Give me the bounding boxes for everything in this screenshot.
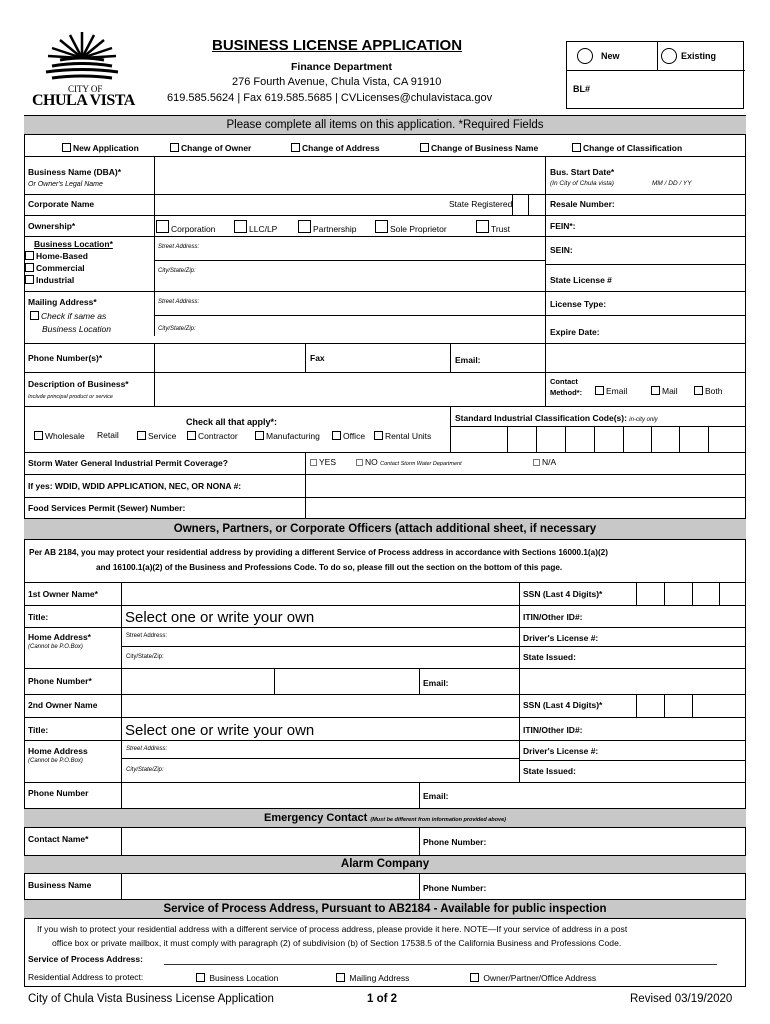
same-as-location-text: Business Location — [42, 324, 111, 334]
ab2184-text1: Per AB 2184, you may protect your residential address by providing a different Service of Process address in accordance with Sections 16000.1(a)(2) — [29, 548, 608, 557]
service-address-label: Service of Process Address: — [28, 954, 143, 964]
mailing-address-label: Mailing Address* — [28, 297, 97, 307]
contact-both-checkbox[interactable]: Both — [694, 386, 723, 396]
owner2-phone-label: Phone Number — [28, 788, 89, 798]
owner1-phone-label: Phone Number* — [28, 676, 92, 686]
required-fields-band: Please complete all items on this application. *Required Fields — [24, 115, 746, 135]
city-logo — [30, 28, 135, 108]
service-checkbox[interactable]: Service — [137, 431, 176, 441]
owner2-dl-label: Driver's License #: — [523, 746, 599, 756]
alarm-business-name-label: Business Name — [28, 880, 92, 890]
state-registered-box[interactable] — [528, 194, 545, 215]
contact-name-label: Contact Name* — [28, 834, 89, 844]
description-sub: Include principal product or service — [28, 394, 113, 400]
ownership-label: Ownership* — [28, 221, 76, 231]
service-text1: If you wish to protect your residential address with a different service of process address, please provide it here. NOTE—If your service of address in a post — [37, 924, 628, 934]
wholesale-checkbox[interactable]: Wholesale — [34, 431, 85, 441]
contact-mail-checkbox[interactable]: Mail — [651, 386, 678, 396]
license-type-label: License Type: — [550, 299, 607, 309]
protect-mailing-address-checkbox[interactable]: Mailing Address — [336, 973, 409, 983]
owner1-title-label: Title: — [28, 612, 49, 622]
check-all-label: Check all that apply*: — [186, 417, 278, 427]
service-address-line[interactable] — [164, 964, 717, 965]
commercial-checkbox[interactable]: Commercial — [25, 263, 85, 273]
form-title: BUSINESS LICENSE APPLICATION — [212, 37, 463, 54]
mail-csz-label: City/State/Zip: — [158, 326, 196, 332]
owner1-home-sub: (Cannot be P.O.Box) — [28, 644, 83, 650]
owner2-ssn-boxes[interactable] — [636, 694, 746, 717]
owner2-csz-label: City/State/Zip: — [126, 767, 164, 773]
mail-street-label: Street Address: — [158, 299, 200, 305]
status-box — [566, 41, 744, 109]
alarm-phone-label: Phone Number: — [423, 883, 487, 893]
llc-checkbox[interactable]: LLC/LP — [234, 220, 277, 234]
start-date-label: Bus. Start Date* — [550, 167, 615, 177]
owner2-email-label: Email: — [423, 791, 449, 801]
ab2184-text2: and 16100.1(a)(2) of the Business and Professions Code. To do so, please fill out the section on the bottom of this page. — [96, 563, 563, 572]
footer-left: City of Chula Vista Business License Application — [28, 993, 274, 1005]
fax-label: Fax — [310, 353, 325, 363]
sole-proprietor-checkbox[interactable]: Sole Proprietor — [375, 220, 447, 234]
trust-checkbox[interactable]: Trust — [476, 220, 510, 234]
owner1-street-label: Street Address: — [126, 633, 168, 639]
sic-label: Standard Industrial Classification Code(s): in-city only — [455, 413, 658, 423]
service-text2: office box or private mailbox, it must comply with paragraph (2) of subdivision (b) of Section 17538.5 of the California Business and Professions Code. — [52, 938, 622, 948]
food-permit-label: Food Services Permit (Sewer) Number: — [28, 503, 186, 513]
wdid-label: If yes: WDID, WDID APPLICATION, NEC, OR NONA #: — [28, 481, 242, 491]
expire-date-label: Expire Date: — [550, 327, 600, 337]
email-label: Email: — [455, 355, 481, 365]
business-location-label: Business Location* — [34, 239, 113, 249]
sic-code-boxes[interactable] — [451, 427, 746, 452]
office-checkbox[interactable]: Office — [332, 431, 365, 441]
owner1-ssn-label: SSN (Last 4 Digits)* — [523, 589, 603, 599]
change-address-checkbox[interactable]: Change of Address — [291, 143, 380, 153]
emergency-band: Emergency Contact (Must be different from information provided above) — [24, 808, 746, 828]
state-license-label: State License # — [550, 275, 612, 285]
owner1-email-label: Email: — [423, 678, 449, 688]
existing-radio[interactable] — [661, 48, 677, 64]
dept-address: 276 Fourth Avenue, Chula Vista, CA 91910 — [232, 76, 442, 88]
new-radio[interactable] — [577, 48, 593, 64]
bl-label: BL# — [573, 84, 591, 94]
contact-email-checkbox[interactable]: Email — [595, 386, 627, 396]
contact-method-label2: Method*: — [550, 388, 583, 397]
owner1-csz-label: City/State/Zip: — [126, 654, 164, 660]
city-line2: CHULA VISTA — [32, 92, 135, 109]
start-date-sub: (In City of Chula vista) — [550, 180, 614, 187]
description-label: Description of Business* — [28, 379, 129, 389]
owner2-home-sub: (Cannot be P.O.Box) — [28, 758, 83, 764]
change-classification-checkbox[interactable]: Change of Classification — [572, 143, 682, 153]
change-owner-checkbox[interactable]: Change of Owner — [170, 143, 251, 153]
service-band: Service of Process Address, Pursuant to AB2184 - Available for public inspection — [24, 899, 746, 919]
owner2-state-label: State Issued: — [523, 766, 576, 776]
rental-units-checkbox[interactable]: Rental Units — [374, 431, 431, 441]
partnership-checkbox[interactable]: Partnership — [298, 220, 356, 234]
location-street-label: Street Address: — [158, 244, 200, 250]
dept-contact: 619.585.5624 | Fax 619.585.5685 | CVLicenses@chulavistaca.gov — [167, 92, 493, 104]
existing-label: Existing — [681, 51, 717, 61]
protect-owner-address-checkbox[interactable]: Owner/Partner/Office Address — [470, 973, 596, 983]
corporation-checkbox[interactable]: Corporation — [156, 220, 215, 234]
owner1-home-label: Home Address* — [28, 632, 91, 642]
owner1-dl-label: Driver's License #: — [523, 633, 599, 643]
emergency-phone-label: Phone Number: — [423, 837, 487, 847]
start-date-format: MM / DD / YY — [652, 180, 692, 187]
footer-page: 1 of 2 — [367, 993, 398, 1005]
new-application-checkbox[interactable]: New Application — [62, 143, 139, 153]
storm-no-checkbox[interactable]: NO Contact Storm Water Department — [356, 458, 462, 468]
city-line1: CITY OF — [68, 84, 103, 94]
business-name-sub: Or Owner's Legal Name — [28, 181, 103, 188]
protect-business-location-checkbox[interactable]: Business Location — [196, 973, 278, 983]
owner2-itin-label: ITIN/Other ID#: — [523, 725, 583, 735]
owner2-home-label: Home Address — [28, 746, 88, 756]
business-name-input[interactable] — [155, 157, 545, 194]
footer-revised: Revised 03/19/2020 — [630, 993, 733, 1005]
sun-logo-icon — [30, 28, 135, 84]
owner1-state-label: State Issued: — [523, 652, 576, 662]
dept-name: Finance Department — [291, 61, 392, 73]
state-registered-label: State Registered — [449, 199, 513, 209]
retail-checkbox[interactable]: Retail — [97, 430, 119, 440]
business-name-label: Business Name (DBA)* — [28, 167, 122, 177]
storm-water-label: Storm Water General Industrial Permit Coverage? — [28, 458, 228, 468]
owner2-ssn-label: SSN (Last 4 Digits)* — [523, 700, 603, 710]
owner2-name-label: 2nd Owner Name — [28, 700, 98, 710]
fein-label: FEIN*: — [550, 221, 576, 231]
owner1-itin-label: ITIN/Other ID#: — [523, 612, 583, 622]
contact-method-label1: Contact — [550, 377, 578, 386]
owner1-name-label: 1st Owner Name* — [28, 589, 98, 599]
owners-band: Owners, Partners, or Corporate Officers (attach additional sheet, if necessary — [24, 518, 746, 540]
owner2-title-select[interactable]: Select one or write your own — [125, 722, 315, 739]
owner2-title-label: Title: — [28, 725, 49, 735]
location-csz-label: City/State/Zip: — [158, 268, 196, 274]
protect-label: Residential Address to protect: — [28, 972, 144, 982]
resale-number-label: Resale Number: — [550, 199, 615, 209]
industrial-checkbox[interactable]: Industrial — [25, 275, 74, 285]
alarm-band: Alarm Company — [24, 855, 746, 874]
contractor-checkbox[interactable]: Contractor — [187, 431, 238, 441]
home-based-checkbox[interactable]: Home-Based — [25, 251, 88, 261]
corporate-name-label: Corporate Name — [28, 199, 95, 209]
owner1-title-select[interactable]: Select one or write your own — [125, 609, 315, 626]
owner2-street-label: Street Address: — [126, 746, 168, 752]
change-business-name-checkbox[interactable]: Change of Business Name — [420, 143, 538, 153]
phone-numbers-label: Phone Number(s)* — [28, 353, 103, 363]
sein-label: SEIN: — [550, 245, 573, 255]
storm-na-checkbox[interactable]: N/A — [533, 458, 556, 467]
manufacturing-checkbox[interactable]: Manufacturing — [255, 431, 320, 441]
same-as-location-checkbox[interactable]: Check if same as — [30, 311, 106, 321]
storm-yes-checkbox[interactable]: YES — [310, 458, 336, 467]
owner1-ssn-boxes[interactable] — [636, 582, 746, 605]
new-label: New — [601, 51, 620, 61]
